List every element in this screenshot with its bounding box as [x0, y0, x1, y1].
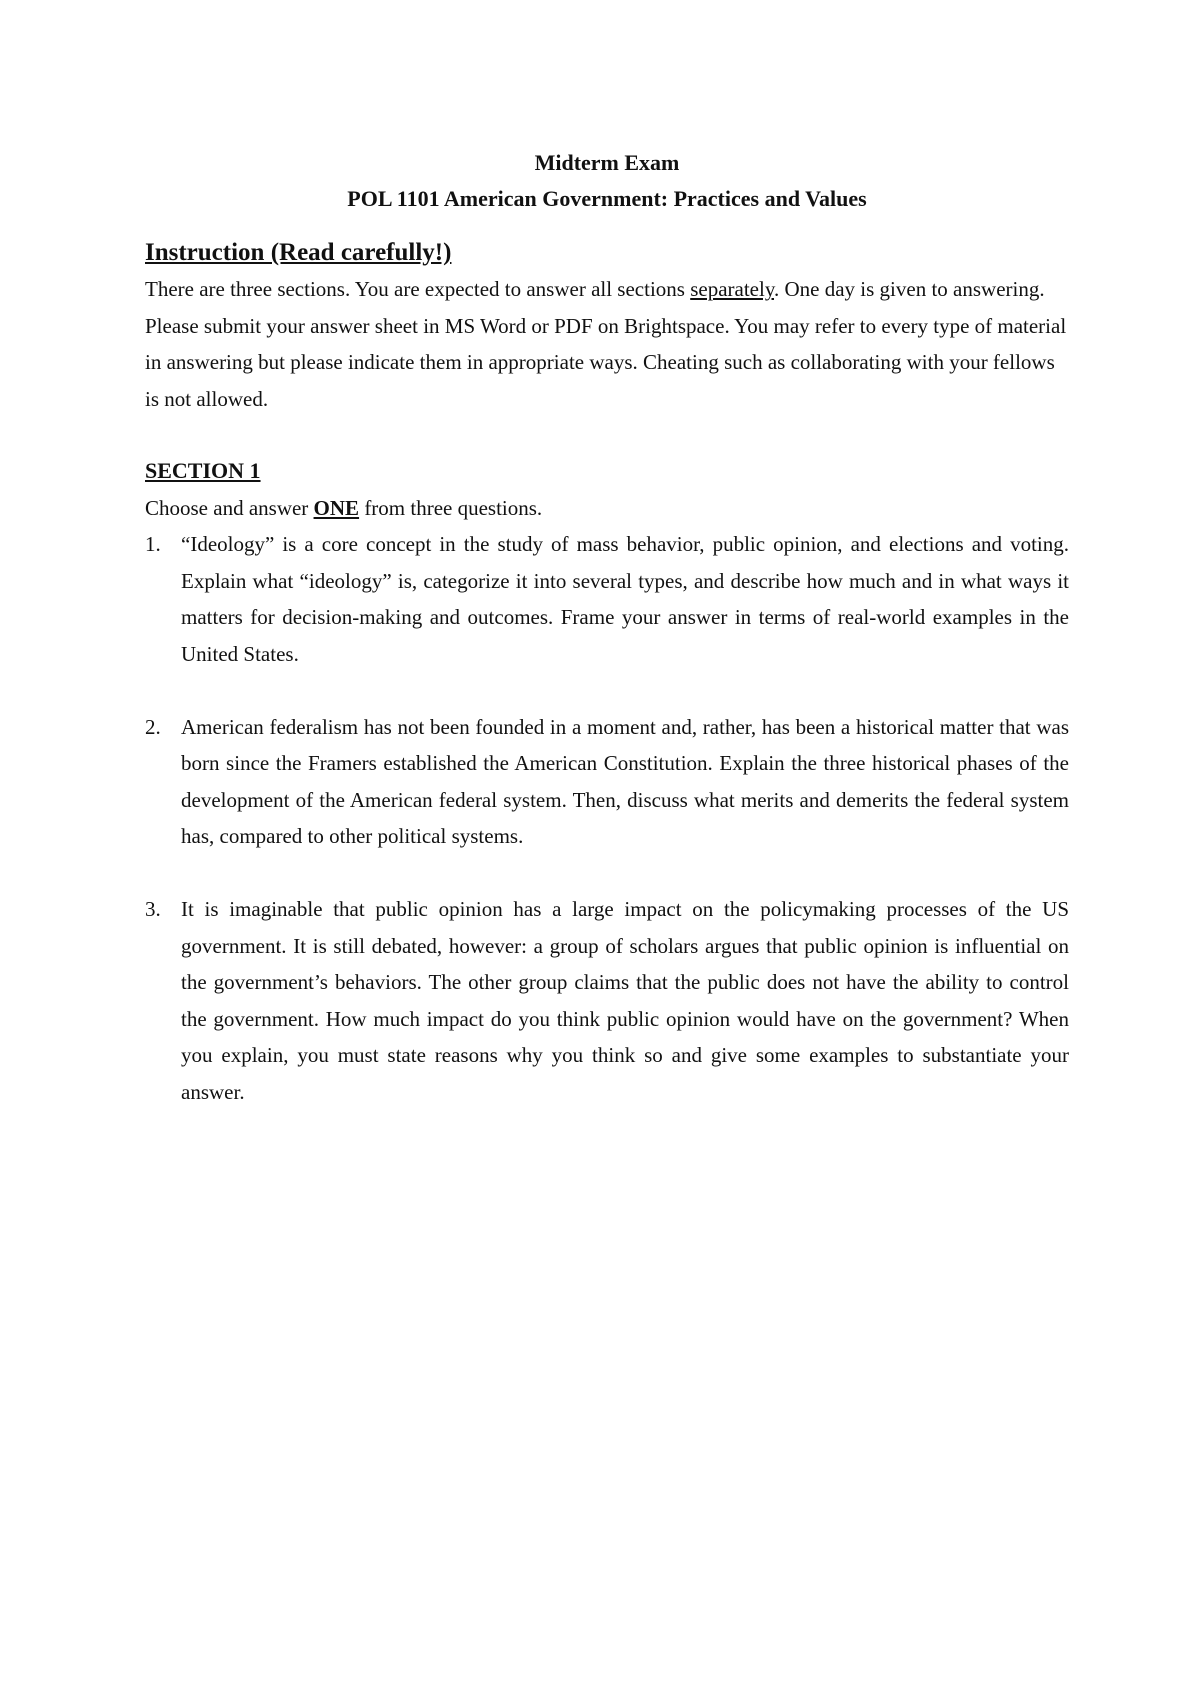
- section-1-directions: [145, 490, 1069, 527]
- exam-title: Midterm Exam: [534, 150, 680, 175]
- question-text: “Ideology” is a core concept in the study of mass behavior, public opinion, and elections and voting. Explain what “ideology” is, categorize it into several types, and describe how much and in what ways it matters for decision-making and outcomes. Frame your answer in terms of real-world examples in the United States.: [181, 532, 1069, 666]
- question-number: 3.: [145, 897, 161, 921]
- instruction-text-part-2: . One day is given to answering. Please submit your answer sheet in MS Word or PDF on Brightspace. You may refer to every type of material in answering but please indicate them in appropriate ways. Cheating such as collaborating with your fellows is not allowed.: [145, 277, 1067, 411]
- question-number: 1.: [145, 532, 161, 556]
- question-item-1: [145, 526, 1069, 672]
- instruction-heading: Instruction (Read carefully!): [145, 239, 452, 266]
- question-text: It is imaginable that public opinion has a large impact on the policymaking processes of the US government. It is still debated, however: a group of scholars argues that public opinion is influential on the government’s behaviors. The other group claims that the public does not have the ability to control the government. How much impact do you think public opinion would have on the government? When you explain, you must state reasons why you think so and give some examples to substantiate your answer.: [181, 897, 1069, 1104]
- instruction-paragraph: [145, 271, 1069, 417]
- section-1-heading: SECTION 1: [145, 458, 261, 483]
- question-list: [145, 526, 1069, 1110]
- course-title: POL 1101 American Government: Practices and Values: [347, 186, 867, 211]
- document-content: [145, 145, 1069, 1110]
- directions-prefix: Choose and answer: [145, 495, 314, 520]
- instruction-underlined-word: separately: [690, 277, 774, 301]
- question-number: 2.: [145, 714, 161, 739]
- directions-suffix: from three questions.: [359, 495, 543, 520]
- question-text: American federalism has not been founded in a moment and, rather, has been a historical matter that was born since the Framers established the American Constitution. Explain the three historical phases of the development of the American federal system. Then, discuss what merits and demerits the federal system has, compared to other political systems.: [181, 714, 1069, 848]
- instruction-text-part-1: There are three sections. You are expected to answer all sections: [145, 277, 691, 301]
- question-item-2: [145, 709, 1069, 855]
- directions-emphasis: ONE: [313, 495, 360, 520]
- question-item-3: [145, 891, 1069, 1110]
